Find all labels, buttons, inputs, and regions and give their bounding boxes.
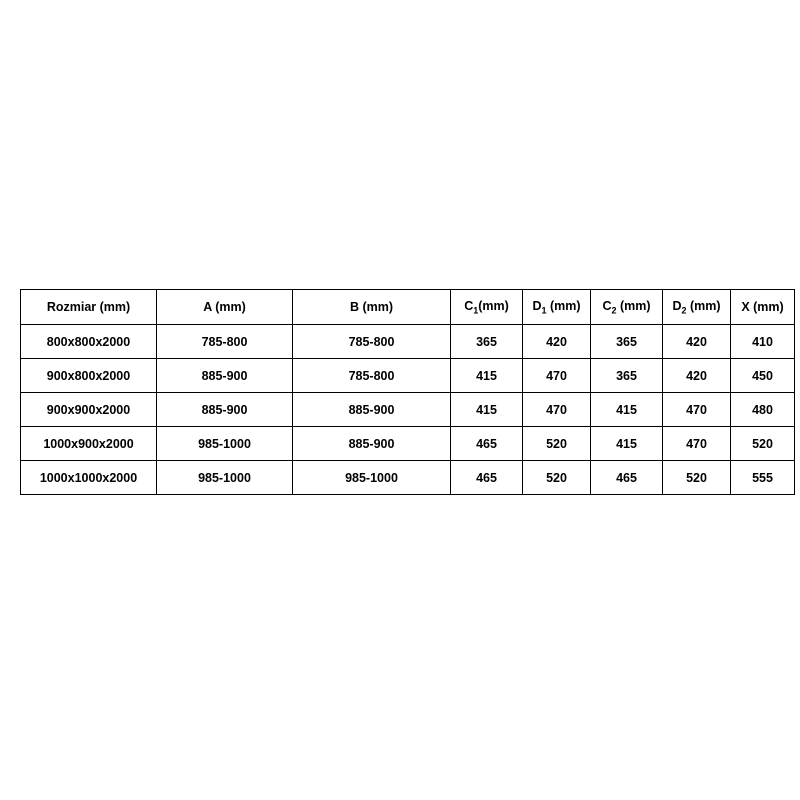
column-header-x [731,290,795,325]
cell-size: 1000x1000x2000 [21,461,157,495]
cell-size: 900x900x2000 [21,393,157,427]
specification-table-container [20,289,784,495]
cell-x: 555 [731,461,795,495]
cell-c2: 465 [591,461,663,495]
cell-c1: 415 [451,359,523,393]
cell-c1: 415 [451,393,523,427]
table-header-row [21,290,795,325]
column-header-x-label: X (mm) [741,300,784,314]
cell-size: 800x800x2000 [21,325,157,359]
cell-x: 480 [731,393,795,427]
cell-b: 785-800 [293,325,451,359]
table-body [21,325,795,495]
column-header-c1 [451,290,523,325]
column-header-rozmiar [21,290,157,325]
cell-a: 885-900 [157,393,293,427]
cell-c2: 365 [591,359,663,393]
column-header-d2-unit: (mm) [686,298,721,313]
cell-c2: 415 [591,393,663,427]
specification-table [20,289,795,495]
column-header-c1-subscript: 1 [473,305,479,316]
cell-a: 985-1000 [157,461,293,495]
cell-a: 785-800 [157,325,293,359]
column-header-d2-base: D [672,298,682,313]
cell-d2: 520 [663,461,731,495]
cell-a: 985-1000 [157,427,293,461]
cell-x: 520 [731,427,795,461]
cell-c1: 365 [451,325,523,359]
column-header-d1-unit: (mm) [546,298,581,313]
cell-c2: 415 [591,427,663,461]
column-header-b [293,290,451,325]
table-row [21,325,795,359]
cell-d1: 420 [523,325,591,359]
cell-d1: 520 [523,427,591,461]
table-row [21,393,795,427]
cell-b: 885-900 [293,393,451,427]
column-header-c2 [591,290,663,325]
cell-size: 900x800x2000 [21,359,157,393]
column-header-c1-unit: (mm) [478,298,509,313]
column-header-a-label: A (mm) [203,300,246,314]
cell-x: 450 [731,359,795,393]
column-header-d2 [663,290,731,325]
cell-c2: 365 [591,325,663,359]
cell-d1: 470 [523,359,591,393]
cell-c1: 465 [451,427,523,461]
cell-d2: 470 [663,427,731,461]
column-header-d1-base: D [532,298,542,313]
column-header-d1-subscript: 1 [541,305,547,316]
column-header-a [157,290,293,325]
cell-d2: 420 [663,325,731,359]
table-row [21,359,795,393]
table-header [21,290,795,325]
column-header-c2-base: C [602,298,612,313]
column-header-c1-base: C [464,298,474,313]
column-header-d2-subscript: 2 [681,305,687,316]
table-row [21,427,795,461]
cell-d2: 420 [663,359,731,393]
column-header-d1 [523,290,591,325]
cell-d1: 520 [523,461,591,495]
column-header-c2-unit: (mm) [616,298,651,313]
cell-c1: 465 [451,461,523,495]
cell-x: 410 [731,325,795,359]
cell-b: 885-900 [293,427,451,461]
column-header-c2-subscript: 2 [611,305,617,316]
column-header-rozmiar-label: Rozmiar (mm) [46,300,131,314]
column-header-b-label: B (mm) [349,300,394,314]
cell-size: 1000x900x2000 [21,427,157,461]
table-row [21,461,795,495]
cell-d1: 470 [523,393,591,427]
cell-a: 885-900 [157,359,293,393]
cell-d2: 470 [663,393,731,427]
cell-b: 785-800 [293,359,451,393]
cell-b: 985-1000 [293,461,451,495]
